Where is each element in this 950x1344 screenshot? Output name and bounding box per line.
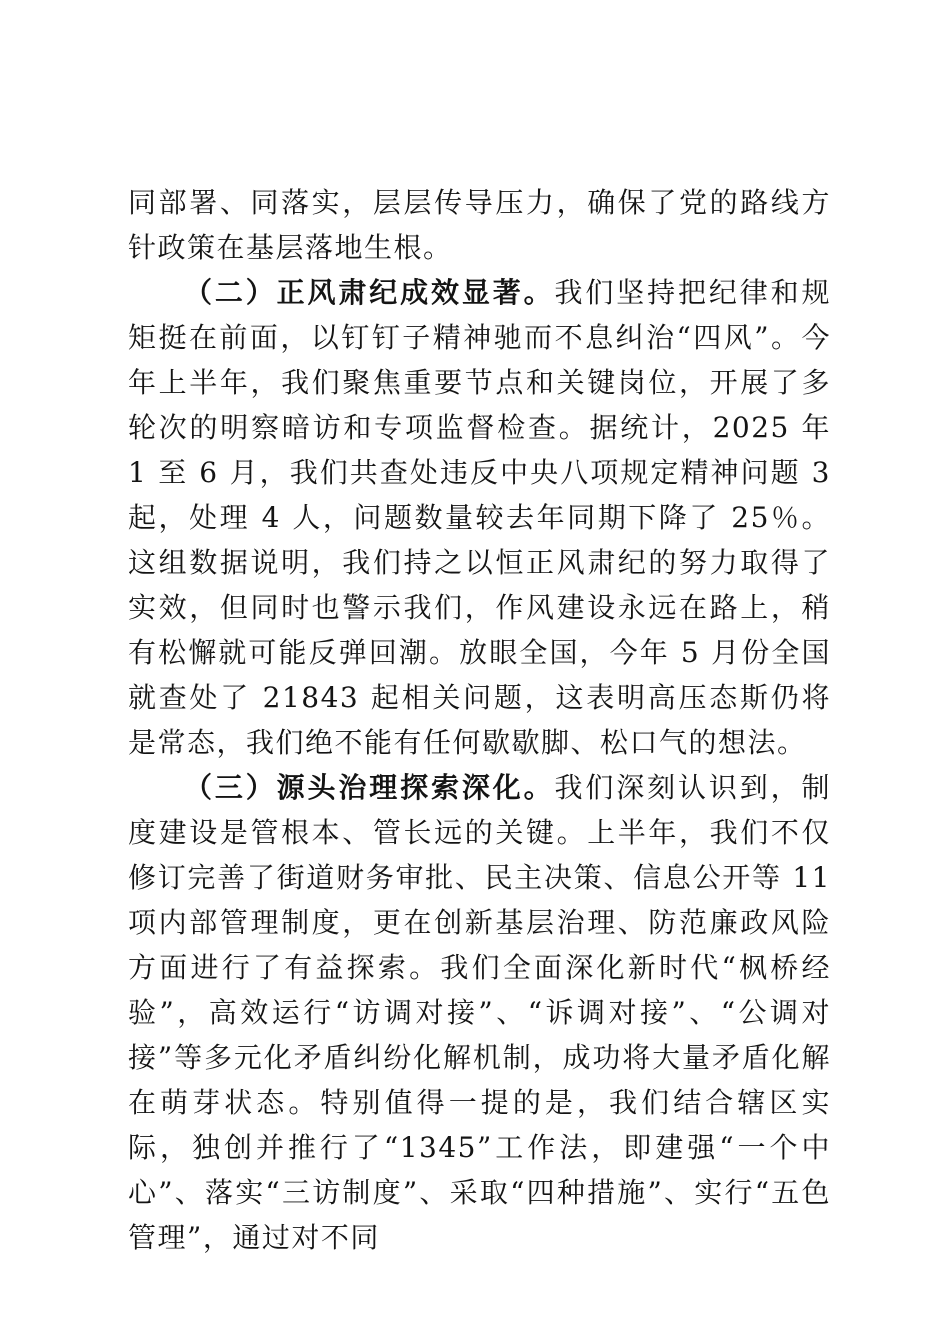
paragraph-2 bbox=[128, 270, 831, 765]
paragraph-3-heading: （三）源头治理探索深化。 bbox=[184, 771, 555, 804]
paragraph-2-body: 我们坚持把纪律和规矩挺在前面，以钉钉子精神驰而不息纠治“四风”。今年上半年，我们聚焦重要节点和关键岗位，开展了多轮次的明察暗访和专项监督检查。据统计，2025 年 1 至 6 月，我们共查处违反中央八项规定精神问题 3 起，处理 4 人，问题数量较去年同期下降了 25％。这组数据说明，我们持之以恒正风肃纪的努力取得了实效，但同时也警示我们，作风建设永远在路上，稍有松懈就可能反弹回潮。放眼全国，今年 5 月份全国就查处了 21843 起相关问题，这表明高压态斯仍将是常态，我们绝不能有任何歇歇脚、松口气的想法。 bbox=[128, 276, 831, 759]
paragraph-3-body: 我们深刻认识到，制度建设是管根本、管长远的关键。上半年，我们不仅修订完善了街道财务审批、民主决策、信息公开等 11 项内部管理制度，更在创新基层治理、防范廉政风险方面进行了有益探索。我们全面深化新时代“枫桥经验”，高效运行“访调对接”、“诉调对接”、“公调对接”等多元化矛盾纠纷化解机制，成功将大量矛盾化解在萌芽状态。特别值得一提的是，我们结合辖区实际，独创并推行了“1345”工作法，即建强“一个中心”、落实“三访制度”、采取“四种措施”、实行“五色管理”，通过对不同 bbox=[128, 771, 831, 1254]
paragraph-2-heading: （二）正风肃纪成效显著。 bbox=[184, 276, 555, 309]
paragraph-3 bbox=[128, 765, 831, 1260]
document-body bbox=[128, 180, 831, 1260]
paragraph-1: 同部署、同落实，层层传导压力，确保了党的路线方针政策在基层落地生根。 bbox=[128, 186, 831, 264]
